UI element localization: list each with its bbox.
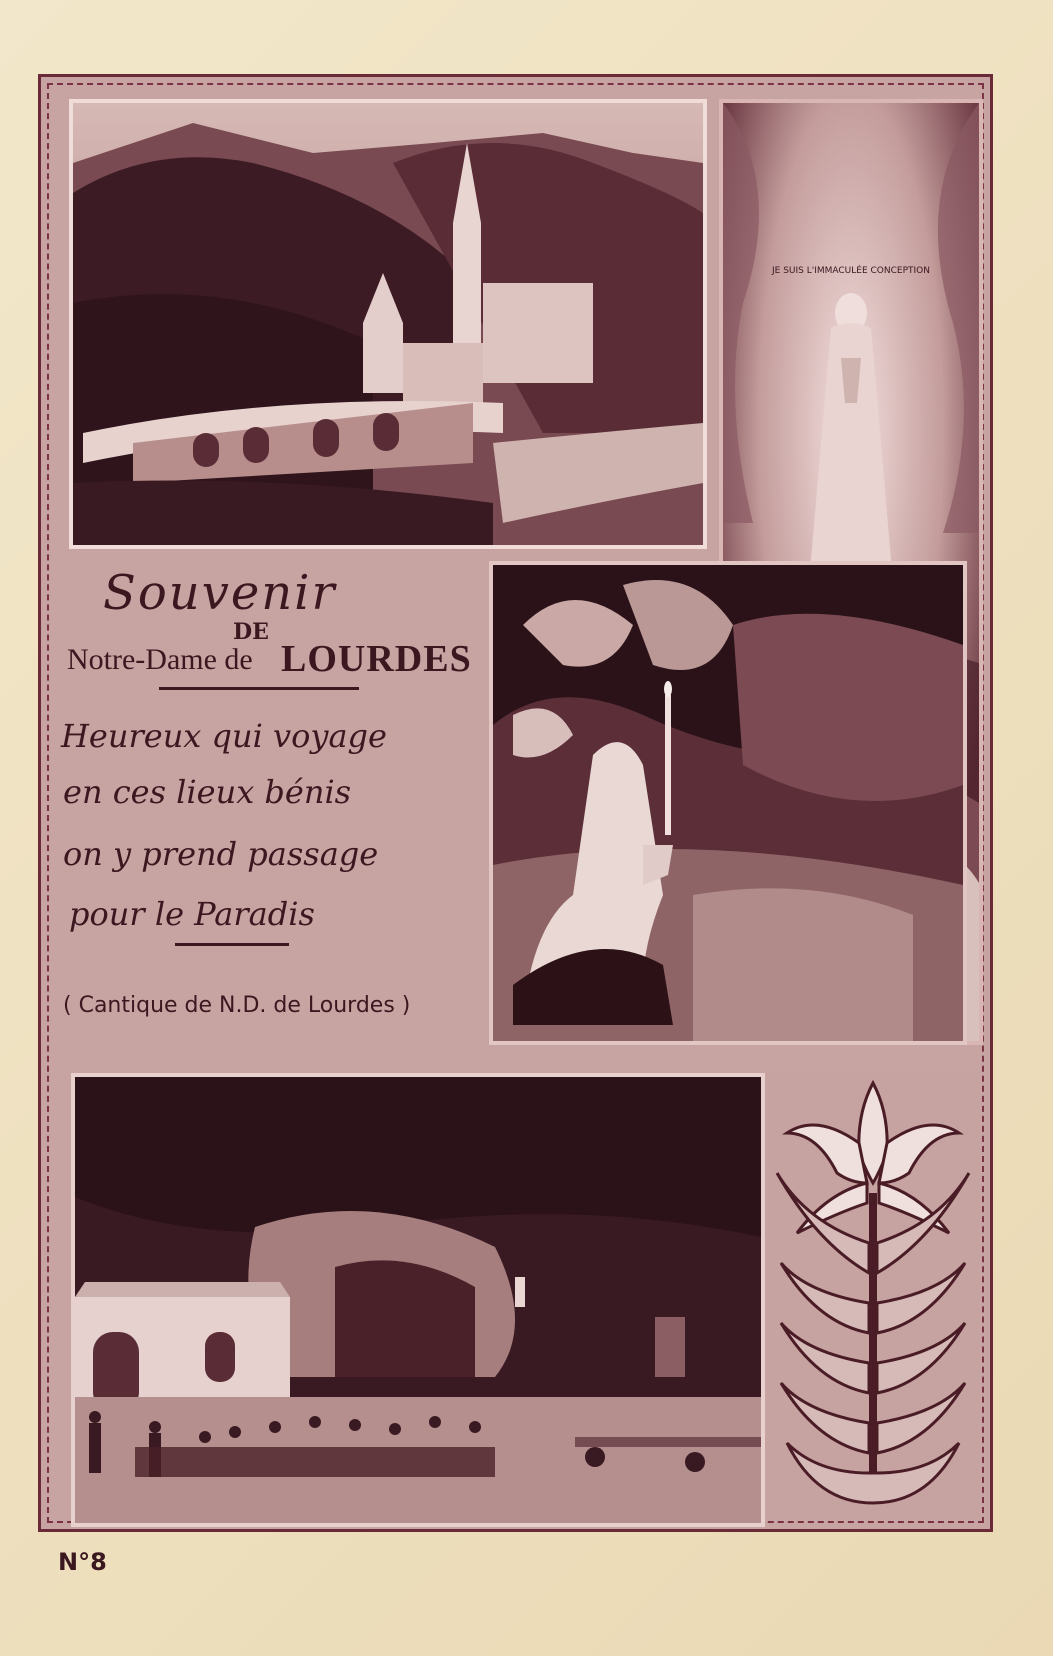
grotto-crowd-photo — [71, 1073, 765, 1527]
title-underline — [159, 687, 359, 690]
cantique-attribution: ( Cantique de N.D. de Lourdes ) — [63, 993, 411, 1018]
poem-line-4: pour le Paradis — [69, 895, 315, 933]
decorative-frame — [38, 74, 993, 1532]
paradis-underline — [175, 943, 289, 946]
title-de: DE — [233, 619, 269, 645]
statue-inscription: JE SUIS L'IMMACULÉE CONCEPTION — [772, 266, 930, 276]
souvenir-title: Souvenir — [103, 565, 337, 621]
poem-line-3: on y prend passage — [63, 835, 379, 873]
title-lourdes: LOURDES — [281, 638, 472, 680]
card-number: N°8 — [58, 1548, 107, 1576]
lily-ornament — [767, 1073, 979, 1519]
souvenir-text-block — [63, 541, 483, 1065]
title-notre-dame: Notre-Dame de — [67, 643, 253, 676]
bernadette-kneeling-photo — [489, 561, 967, 1045]
poem-line-2: en ces lieux bénis — [63, 773, 352, 811]
basilica-photo — [69, 99, 707, 549]
poem-line-1: Heureux qui voyage — [61, 717, 387, 755]
